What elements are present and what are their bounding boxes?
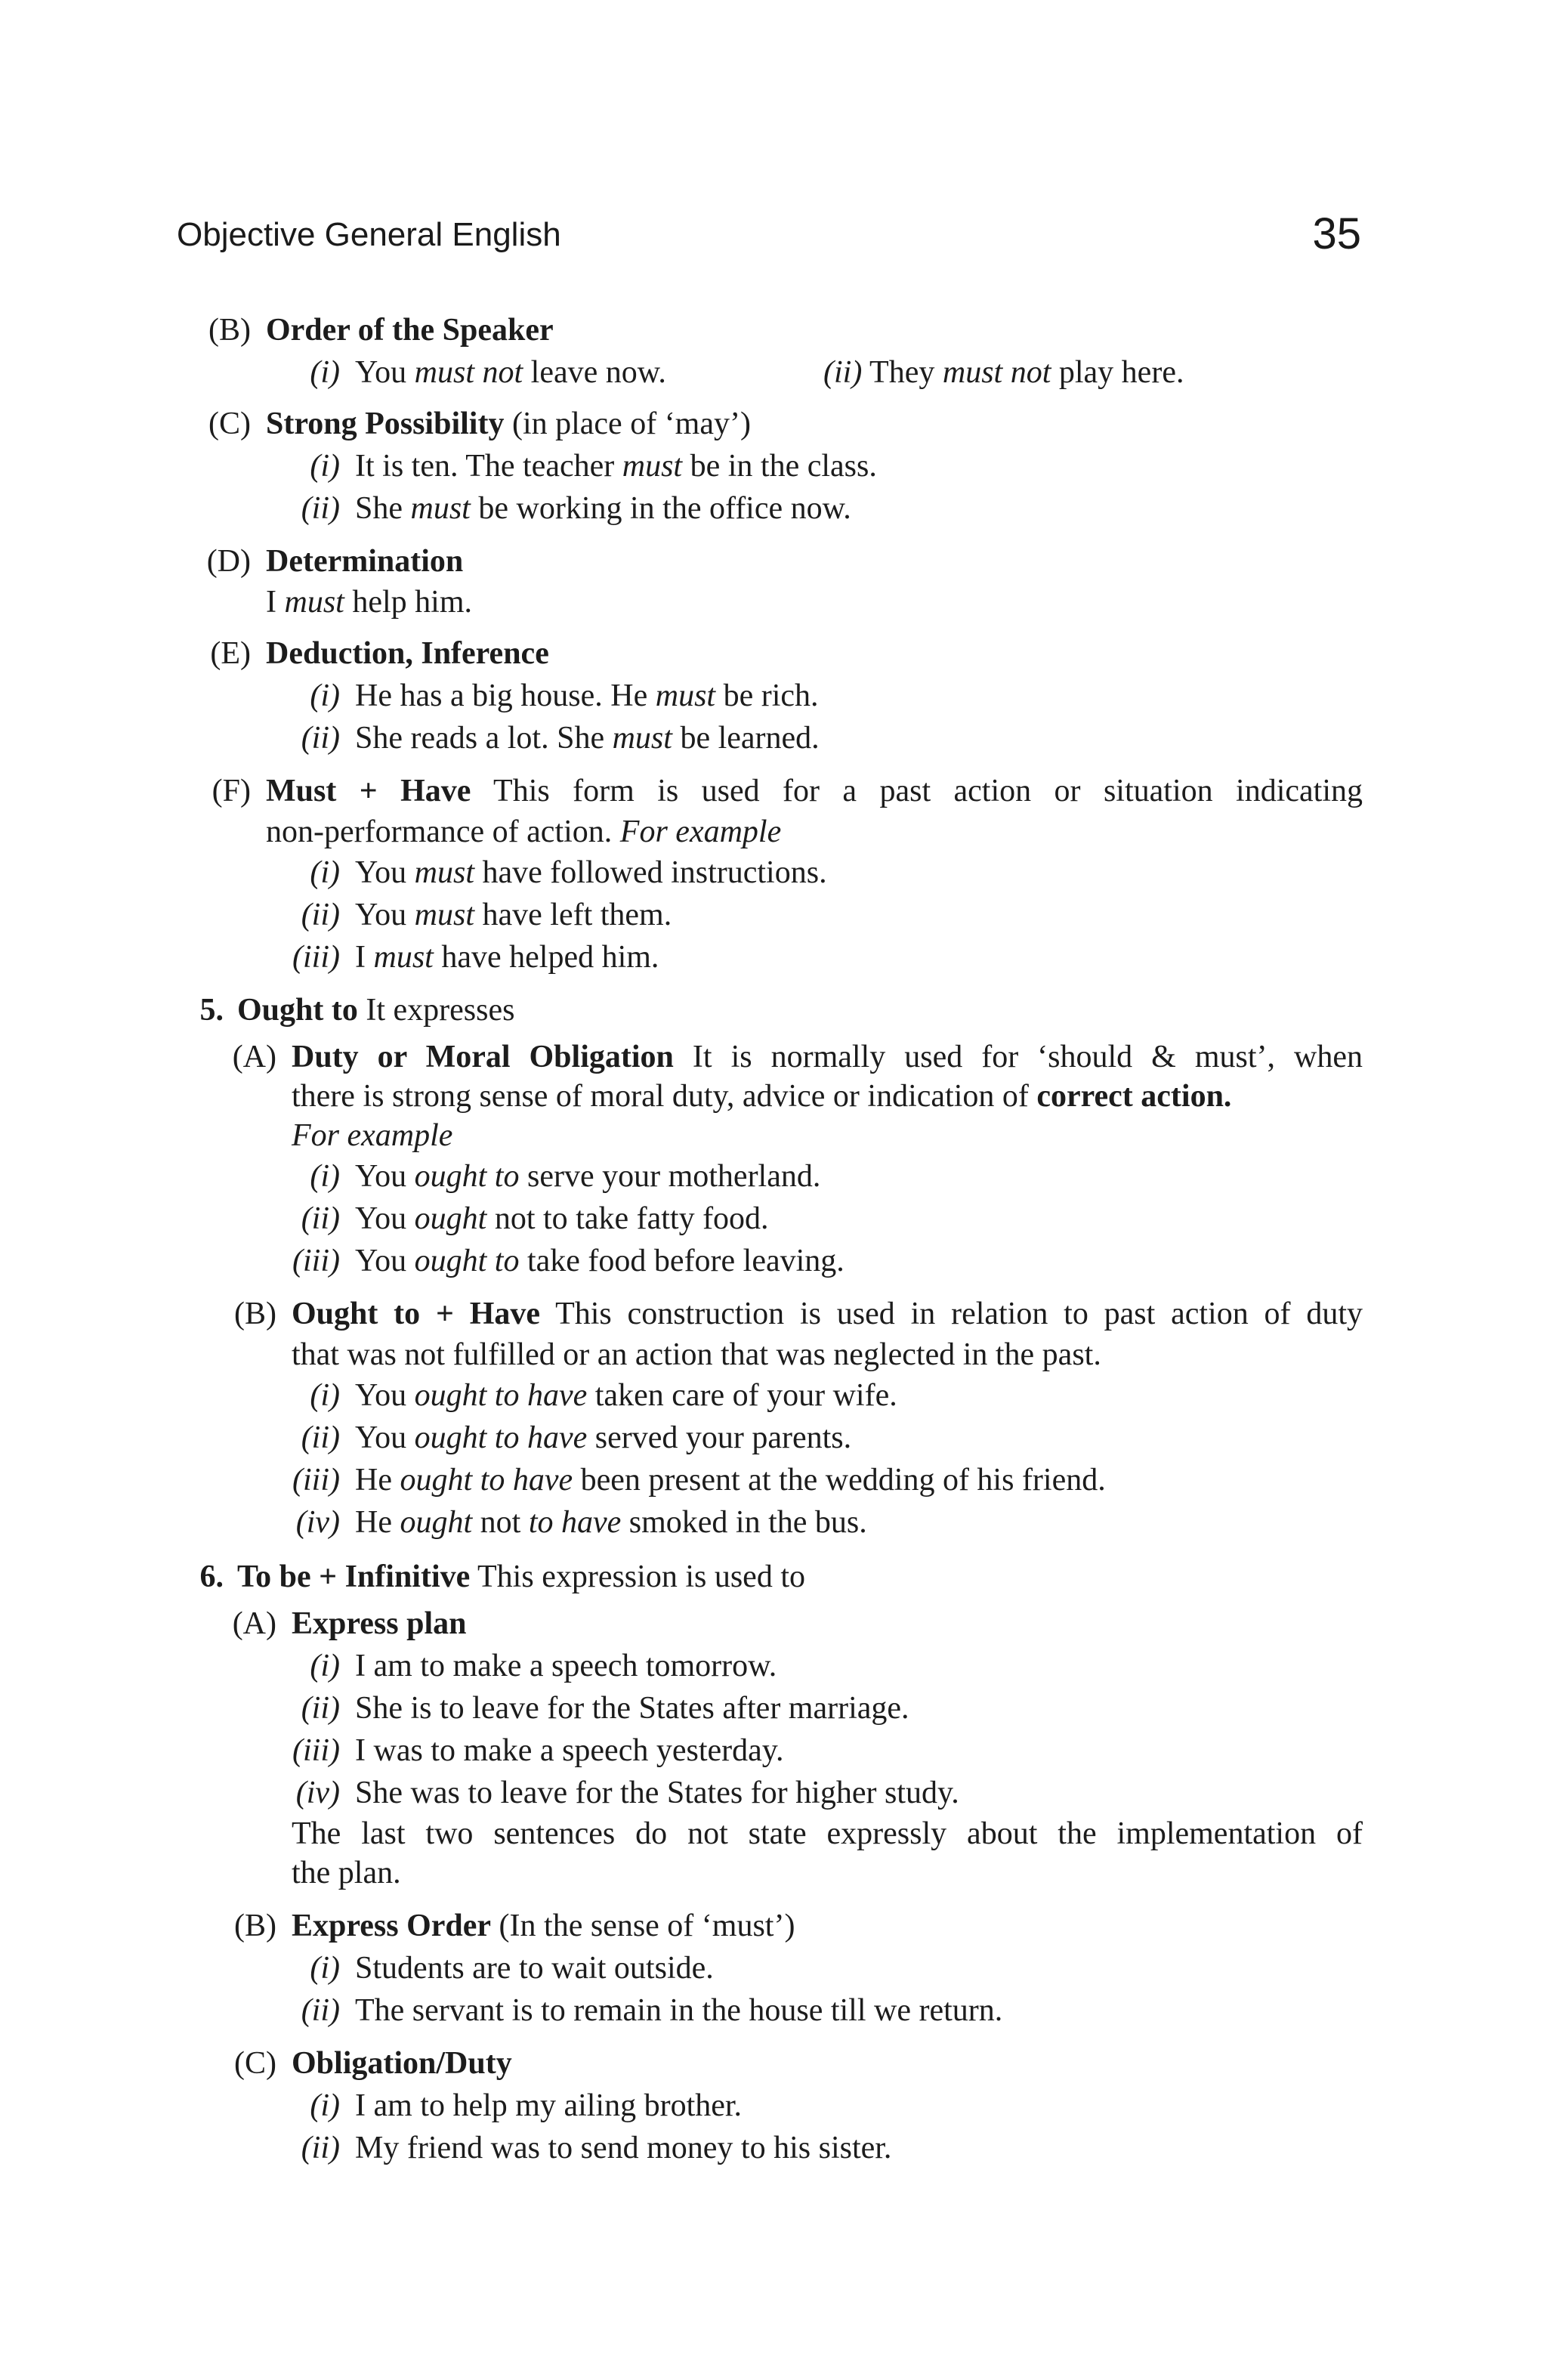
section-heading: Obligation/Duty bbox=[292, 2046, 512, 2081]
paragraph-line: there is strong sense of moral duty, advice or indication of correct action. bbox=[292, 1079, 1232, 1114]
section-number: 5. bbox=[199, 993, 224, 1028]
example-sentence: She is to leave for the States after marriage. bbox=[355, 1691, 909, 1726]
example-number: (i) bbox=[310, 449, 340, 484]
example-number: (i) bbox=[310, 1951, 340, 1986]
paragraph-line: The last two sentences do not state expressly about the implementation of bbox=[292, 1816, 1363, 1851]
example-sentence: I am to help my ailing brother. bbox=[355, 2088, 743, 2123]
example-number: (iii) bbox=[292, 1244, 340, 1278]
example-number: (ii) bbox=[301, 1201, 340, 1236]
example-number: (iv) bbox=[295, 1776, 340, 1810]
item-label: (B) bbox=[234, 1297, 276, 1331]
for-example-label: For example bbox=[292, 1118, 453, 1153]
item-label: (E) bbox=[210, 636, 251, 671]
paragraph-line: that was not fulfilled or an action that was neglected in the past. bbox=[292, 1337, 1101, 1372]
example-sentence: She was to leave for the States for higher study. bbox=[355, 1776, 959, 1810]
example-sentence: My friend was to send money to his sister. bbox=[355, 2131, 892, 2165]
example-number: (ii) bbox=[301, 1420, 340, 1455]
item-label: (D) bbox=[206, 544, 251, 579]
example-number: (ii) bbox=[301, 2131, 340, 2165]
example-number: (iii) bbox=[292, 1733, 340, 1768]
example-number: (ii) bbox=[301, 1993, 340, 2028]
example-number: (i) bbox=[310, 855, 340, 890]
section-heading: Express plan bbox=[292, 1606, 467, 1641]
example-number: (iii) bbox=[292, 940, 340, 975]
example-sentence: You ought to take food before leaving. bbox=[355, 1244, 845, 1278]
example-sentence: I must have helped him. bbox=[355, 940, 659, 975]
example-number: (i) bbox=[310, 1649, 340, 1683]
example-sentence: The servant is to remain in the house till we return. bbox=[355, 1993, 1003, 2028]
example-number: (ii) bbox=[301, 721, 340, 756]
example-sentence: I was to make a speech yesterday. bbox=[355, 1733, 784, 1768]
section-heading: Ought to It expresses bbox=[237, 993, 515, 1028]
item-label: (B) bbox=[234, 1909, 276, 1943]
example-number: (i) bbox=[310, 1159, 340, 1194]
item-label: (B) bbox=[208, 313, 251, 348]
example-sentence: She reads a lot. She must be learned. bbox=[355, 721, 820, 756]
example-sentence: (ii) They must not play here. bbox=[823, 355, 1184, 390]
section-number: 6. bbox=[199, 1559, 224, 1594]
example-number: (i) bbox=[310, 678, 340, 713]
example-sentence: Students are to wait outside. bbox=[355, 1951, 714, 1986]
example-sentence: It is ten. The teacher must be in the class. bbox=[355, 449, 877, 484]
example-number: (ii) bbox=[301, 898, 340, 932]
example-sentence: I must help him. bbox=[266, 585, 473, 620]
example-sentence: You must have followed instructions. bbox=[355, 855, 827, 890]
example-number: (i) bbox=[310, 355, 340, 390]
example-number: (iv) bbox=[295, 1505, 340, 1540]
paragraph-line: the plan. bbox=[292, 1856, 401, 1890]
paragraph-line: non-performance of action. For example bbox=[266, 814, 782, 849]
example-number: (ii) bbox=[301, 1691, 340, 1726]
example-sentence: You ought to have served your parents. bbox=[355, 1420, 852, 1455]
example-number: (iii) bbox=[292, 1463, 340, 1498]
example-number: (ii) bbox=[301, 491, 340, 526]
paragraph-line: Ought to + Have This construction is used in relation to past action of duty bbox=[292, 1297, 1363, 1331]
section-heading: Deduction, Inference bbox=[266, 636, 549, 671]
example-sentence: You ought not to take fatty food. bbox=[355, 1201, 769, 1236]
section-heading: Order of the Speaker bbox=[266, 313, 554, 348]
paragraph-line: Must + Have This form is used for a past action or situation indicating bbox=[266, 774, 1363, 808]
page-number: 35 bbox=[1312, 209, 1361, 258]
item-label: (A) bbox=[232, 1040, 276, 1074]
example-sentence: He ought not to have smoked in the bus. bbox=[355, 1505, 867, 1540]
item-label: (A) bbox=[232, 1606, 276, 1641]
example-sentence: You ought to have taken care of your wife. bbox=[355, 1378, 897, 1413]
section-heading: Express Order (In the sense of ‘must’) bbox=[292, 1909, 795, 1943]
item-label: (C) bbox=[208, 406, 251, 441]
example-sentence: She must be working in the office now. bbox=[355, 491, 851, 526]
example-sentence: I am to make a speech tomorrow. bbox=[355, 1649, 777, 1683]
example-sentence: He has a big house. He must be rich. bbox=[355, 678, 819, 713]
example-sentence: You must have left them. bbox=[355, 898, 672, 932]
example-sentence: You ought to serve your motherland. bbox=[355, 1159, 821, 1194]
paragraph-line: Duty or Moral Obligation It is normally used for ‘should & must’, when bbox=[292, 1040, 1363, 1074]
example-number: (i) bbox=[310, 2088, 340, 2123]
section-heading: To be + Infinitive This expression is used to bbox=[237, 1559, 805, 1594]
example-number: (i) bbox=[310, 1378, 340, 1413]
section-heading: Determination bbox=[266, 544, 464, 579]
example-sentence: He ought to have been present at the wedding of his friend. bbox=[355, 1463, 1106, 1498]
example-sentence: You must not leave now. bbox=[355, 355, 666, 390]
running-header-title: Objective General English bbox=[177, 216, 561, 253]
section-heading: Strong Possibility (in place of ‘may’) bbox=[266, 406, 751, 441]
item-label: (C) bbox=[234, 2046, 276, 2081]
item-label: (F) bbox=[212, 774, 251, 808]
